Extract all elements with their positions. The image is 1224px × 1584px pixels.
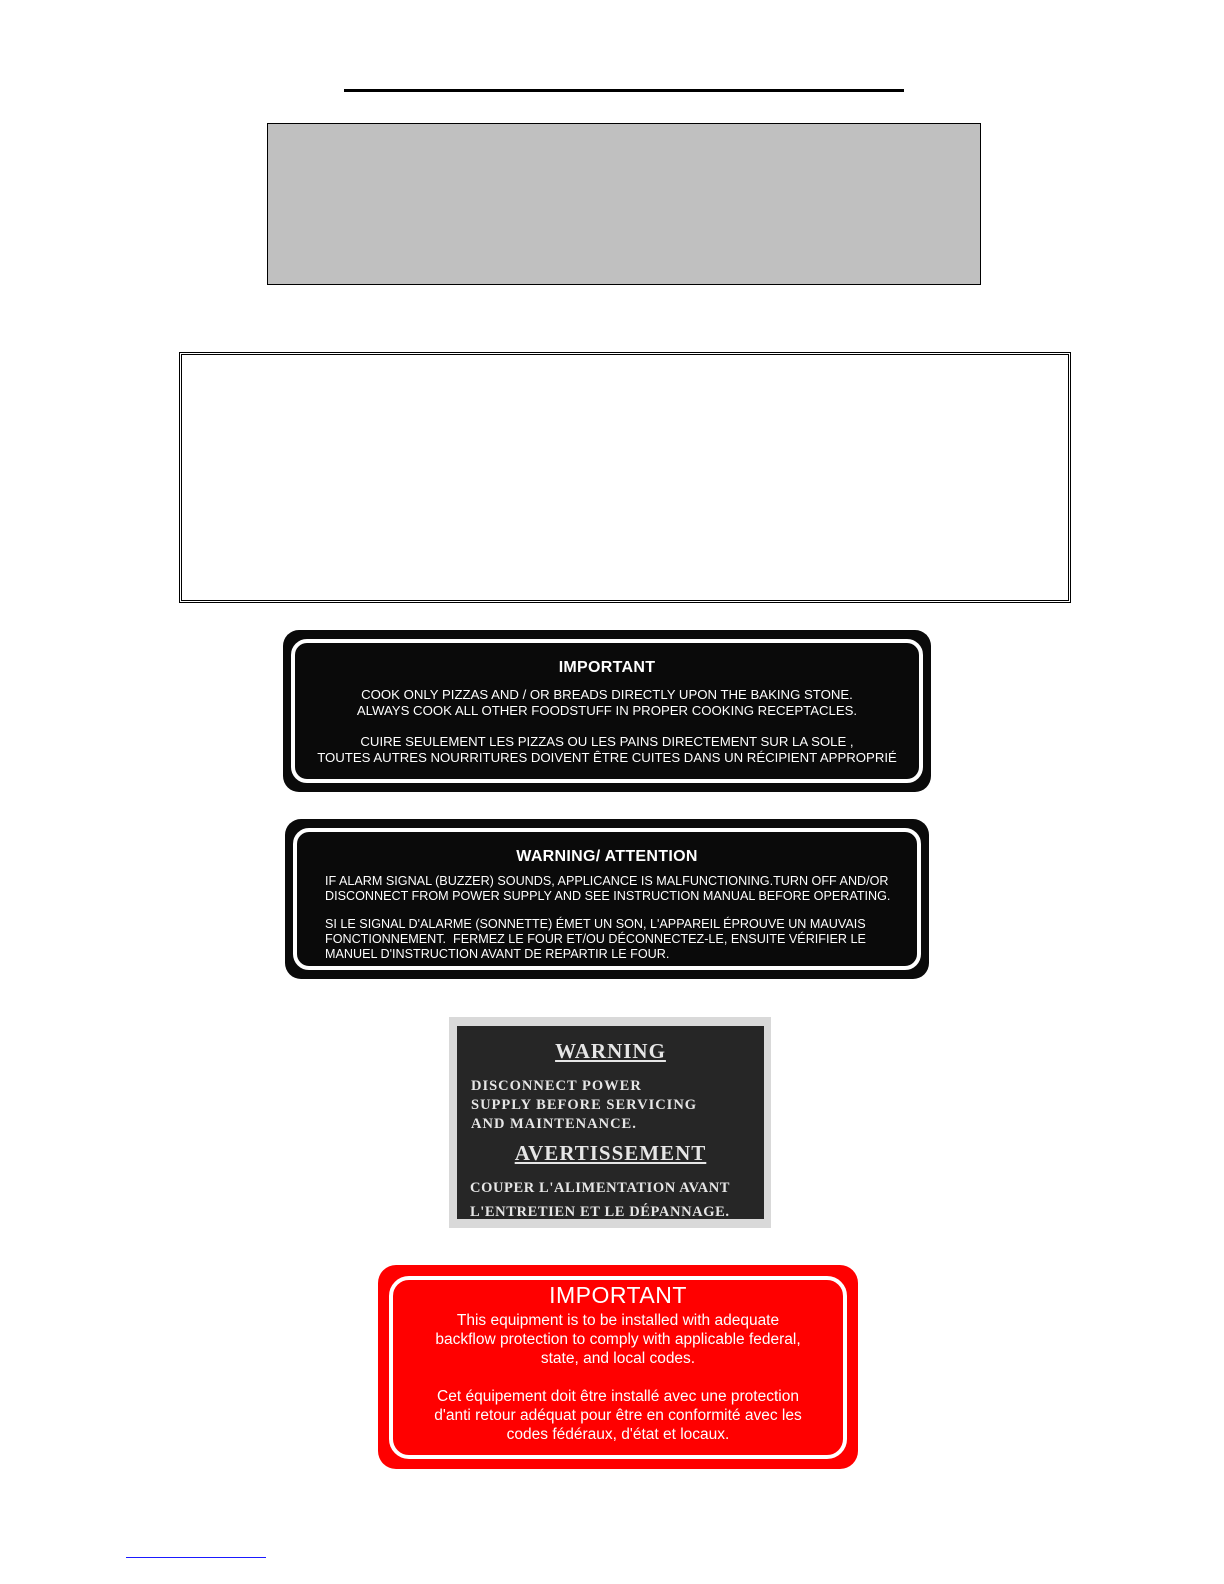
plate-face <box>457 1026 764 1219</box>
plate-text-french: COUPER L'ALIMENTATION AVANT L'ENTRETIEN ET LE DÉPANNAGE. <box>470 1180 731 1220</box>
warning-plate-disconnect-power <box>449 1017 771 1228</box>
label-title: IMPORTANT <box>549 1282 687 1308</box>
plate-text-english: DISCONNECT POWER SUPPLY BEFORE SERVICING AND MAINTENANCE. <box>471 1078 698 1132</box>
label-title: IMPORTANT <box>558 659 656 676</box>
label-inner-border <box>389 1276 847 1459</box>
label-text-english: This equipment is to be installed with adequate backflow protection to comply with applicable federal, state, and local codes. <box>435 1312 801 1367</box>
label-text-english: COOK ONLY PIZZAS AND / OR BREADS DIRECTLY UPON THE BAKING STONE. ALWAYS COOK ALL OTHER FOODSTUFF IN PROPER COOKING RECEPTACLES. <box>356 687 858 718</box>
label-inner-border <box>293 828 921 970</box>
warning-label-alarm <box>285 819 929 979</box>
label-text-french: SI LE SIGNAL D'ALARME (SONNETTE) ÉMET UN SON, L'APPAREIL ÉPROUVE UN MAUVAIS FONCTIONNEMENT. FERMEZ LE FOUR ET/OU DÉCONNECTEZ-LE, ENSUITE VÉRIFIER LE MANUEL D'INSTRUCTION AVANT DE REPARTIR LE FOUR. <box>325 917 866 961</box>
important-label-backflow <box>378 1265 858 1469</box>
grey-shaded-box <box>267 123 981 285</box>
top-rule <box>344 89 904 92</box>
label-text-french: CUIRE SEULEMENT LES PIZZAS OU LES PAINS DIRECTEMENT SUR LA SOLE , TOUTES AUTRES NOURRITURES DOIVENT ÊTRE CUITES DANS UN RÉCIPIENT APPROPRIÉ <box>317 734 897 765</box>
label-text-french: Cet équipement doit être installé avec une protection d'anti retour adéquat pour être en conformité avec les codes fédéraux, d'état et locaux. <box>434 1388 802 1443</box>
important-label-baking-stone <box>283 630 931 792</box>
label-inner-border <box>291 639 923 783</box>
label-text-english: IF ALARM SIGNAL (BUZZER) SOUNDS, APPLICANCE IS MALFUNCTIONING.TURN OFF AND/OR DISCONNECT FROM POWER SUPPLY AND SEE INSTRUCTION MANUAL BEFORE OPERATING. <box>325 874 891 903</box>
outlined-box <box>179 352 1071 603</box>
label-title: WARNING/ ATTENTION <box>516 848 698 865</box>
footer-link-underline[interactable] <box>126 1557 266 1558</box>
plate-heading-english: WARNING <box>555 1039 666 1063</box>
plate-heading-french: AVERTISSEMENT <box>514 1141 707 1165</box>
